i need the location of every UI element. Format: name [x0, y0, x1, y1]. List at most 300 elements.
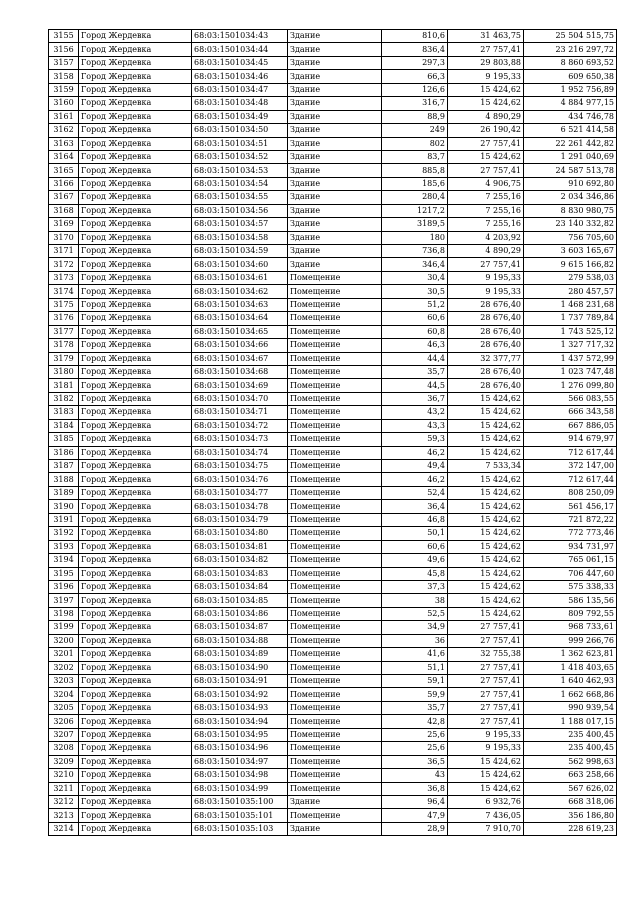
table-row — [49, 406, 617, 419]
table-row — [49, 124, 617, 137]
object-type-cell: Помещение — [288, 782, 382, 795]
object-type-cell: Помещение — [288, 433, 382, 446]
cadastral-number-cell: 68:03:1501034:68 — [192, 365, 288, 378]
area-cell: 30,4 — [382, 271, 448, 284]
object-type-cell: Помещение — [288, 285, 382, 298]
table-row — [49, 191, 617, 204]
cadastral-value-cell: 609 650,38 — [524, 70, 617, 83]
cadastral-number-cell: 68:03:1501035:100 — [192, 795, 288, 808]
row-number-cell: 3193 — [49, 540, 79, 553]
cadastral-value-cell: 2 034 346,86 — [524, 191, 617, 204]
row-number-cell: 3176 — [49, 312, 79, 325]
city-cell: Город Жердевка — [79, 728, 192, 741]
specific-value-cell: 9 195,33 — [448, 70, 524, 83]
object-type-cell: Здание — [288, 258, 382, 271]
city-cell: Город Жердевка — [79, 701, 192, 714]
area-cell: 885,8 — [382, 164, 448, 177]
area-cell: 66,3 — [382, 70, 448, 83]
cadastral-value-cell: 23 216 297,72 — [524, 43, 617, 56]
cadastral-value-cell: 235 400,45 — [524, 728, 617, 741]
city-cell: Город Жердевка — [79, 312, 192, 325]
specific-value-cell: 28 676,40 — [448, 312, 524, 325]
cadastral-number-cell: 68:03:1501034:66 — [192, 339, 288, 352]
cadastral-value-table — [48, 29, 617, 836]
object-type-cell: Помещение — [288, 352, 382, 365]
object-type-cell: Помещение — [288, 446, 382, 459]
cadastral-value-cell: 575 338,33 — [524, 580, 617, 593]
row-number-cell: 3210 — [49, 769, 79, 782]
row-number-cell: 3161 — [49, 110, 79, 123]
cadastral-number-cell: 68:03:1501034:81 — [192, 540, 288, 553]
cadastral-value-cell: 990 939,54 — [524, 701, 617, 714]
table-row — [49, 769, 617, 782]
object-type-cell: Помещение — [288, 325, 382, 338]
table-row — [49, 648, 617, 661]
object-type-cell: Помещение — [288, 688, 382, 701]
table-row — [49, 540, 617, 553]
cadastral-value-cell: 914 679,97 — [524, 433, 617, 446]
cadastral-value-cell: 1 662 668,86 — [524, 688, 617, 701]
city-cell: Город Жердевка — [79, 433, 192, 446]
cadastral-value-cell: 1 640 462,93 — [524, 675, 617, 688]
cadastral-value-cell: 1 188 017,15 — [524, 715, 617, 728]
object-type-cell: Здание — [288, 164, 382, 177]
cadastral-number-cell: 68:03:1501034:60 — [192, 258, 288, 271]
area-cell: 96,4 — [382, 795, 448, 808]
row-number-cell: 3200 — [49, 634, 79, 647]
area-cell: 41,6 — [382, 648, 448, 661]
table-row — [49, 675, 617, 688]
table-row — [49, 782, 617, 795]
specific-value-cell: 15 424,62 — [448, 500, 524, 513]
cadastral-number-cell: 68:03:1501034:97 — [192, 755, 288, 768]
specific-value-cell: 27 757,41 — [448, 688, 524, 701]
cadastral-value-cell: 235 400,45 — [524, 742, 617, 755]
area-cell: 49,4 — [382, 460, 448, 473]
city-cell: Город Жердевка — [79, 365, 192, 378]
table-row — [49, 365, 617, 378]
row-number-cell: 3168 — [49, 204, 79, 217]
cadastral-value-cell: 663 258,66 — [524, 769, 617, 782]
specific-value-cell: 7 533,34 — [448, 460, 524, 473]
table-row — [49, 271, 617, 284]
row-number-cell: 3194 — [49, 554, 79, 567]
object-type-cell: Помещение — [288, 486, 382, 499]
area-cell: 49,6 — [382, 554, 448, 567]
specific-value-cell: 27 757,41 — [448, 164, 524, 177]
table-row — [49, 231, 617, 244]
area-cell: 44,4 — [382, 352, 448, 365]
cadastral-number-cell: 68:03:1501034:44 — [192, 43, 288, 56]
specific-value-cell: 15 424,62 — [448, 540, 524, 553]
area-cell: 60,6 — [382, 312, 448, 325]
row-number-cell: 3186 — [49, 446, 79, 459]
area-cell: 46,2 — [382, 473, 448, 486]
cadastral-number-cell: 68:03:1501034:70 — [192, 392, 288, 405]
table-row — [49, 742, 617, 755]
object-type-cell: Здание — [288, 150, 382, 163]
cadastral-value-cell: 279 538,03 — [524, 271, 617, 284]
table-row — [49, 701, 617, 714]
table-row — [49, 285, 617, 298]
row-number-cell: 3183 — [49, 406, 79, 419]
city-cell: Город Жердевка — [79, 554, 192, 567]
table-row — [49, 580, 617, 593]
area-cell: 46,8 — [382, 513, 448, 526]
cadastral-number-cell: 68:03:1501034:75 — [192, 460, 288, 473]
row-number-cell: 3192 — [49, 527, 79, 540]
cadastral-number-cell: 68:03:1501034:93 — [192, 701, 288, 714]
area-cell: 35,7 — [382, 701, 448, 714]
cadastral-number-cell: 68:03:1501034:84 — [192, 580, 288, 593]
cadastral-value-cell: 1 952 756,89 — [524, 83, 617, 96]
cadastral-number-cell: 68:03:1501034:79 — [192, 513, 288, 526]
table-row — [49, 164, 617, 177]
city-cell: Город Жердевка — [79, 56, 192, 69]
row-number-cell: 3163 — [49, 137, 79, 150]
area-cell: 44,5 — [382, 379, 448, 392]
table-row — [49, 554, 617, 567]
area-cell: 60,8 — [382, 325, 448, 338]
city-cell: Город Жердевка — [79, 43, 192, 56]
cadastral-number-cell: 68:03:1501034:50 — [192, 124, 288, 137]
object-type-cell: Помещение — [288, 392, 382, 405]
cadastral-value-cell: 808 250,09 — [524, 486, 617, 499]
specific-value-cell: 15 424,62 — [448, 769, 524, 782]
area-cell: 280,4 — [382, 191, 448, 204]
specific-value-cell: 15 424,62 — [448, 580, 524, 593]
table-row — [49, 621, 617, 634]
row-number-cell: 3198 — [49, 607, 79, 620]
area-cell: 52,5 — [382, 607, 448, 620]
row-number-cell: 3155 — [49, 30, 79, 43]
cadastral-value-cell: 6 521 414,58 — [524, 124, 617, 137]
row-number-cell: 3162 — [49, 124, 79, 137]
specific-value-cell: 27 757,41 — [448, 137, 524, 150]
table-row — [49, 715, 617, 728]
row-number-cell: 3211 — [49, 782, 79, 795]
row-number-cell: 3208 — [49, 742, 79, 755]
row-number-cell: 3201 — [49, 648, 79, 661]
city-cell: Город Жердевка — [79, 742, 192, 755]
row-number-cell: 3171 — [49, 245, 79, 258]
specific-value-cell: 9 195,33 — [448, 728, 524, 741]
city-cell: Город Жердевка — [79, 177, 192, 190]
cadastral-value-cell: 999 266,76 — [524, 634, 617, 647]
object-type-cell: Помещение — [288, 661, 382, 674]
city-cell: Город Жердевка — [79, 191, 192, 204]
city-cell: Город Жердевка — [79, 648, 192, 661]
specific-value-cell: 15 424,62 — [448, 150, 524, 163]
table-row — [49, 70, 617, 83]
row-number-cell: 3185 — [49, 433, 79, 446]
specific-value-cell: 7 255,16 — [448, 191, 524, 204]
specific-value-cell: 15 424,62 — [448, 97, 524, 110]
city-cell: Город Жердевка — [79, 124, 192, 137]
row-number-cell: 3165 — [49, 164, 79, 177]
specific-value-cell: 27 757,41 — [448, 701, 524, 714]
row-number-cell: 3174 — [49, 285, 79, 298]
specific-value-cell: 15 424,62 — [448, 473, 524, 486]
city-cell: Город Жердевка — [79, 621, 192, 634]
cadastral-value-cell: 706 447,60 — [524, 567, 617, 580]
cadastral-value-cell: 567 626,02 — [524, 782, 617, 795]
specific-value-cell: 15 424,62 — [448, 486, 524, 499]
city-cell: Город Жердевка — [79, 688, 192, 701]
city-cell: Город Жердевка — [79, 567, 192, 580]
cadastral-number-cell: 68:03:1501034:73 — [192, 433, 288, 446]
area-cell: 802 — [382, 137, 448, 150]
specific-value-cell: 29 803,88 — [448, 56, 524, 69]
area-cell: 45,8 — [382, 567, 448, 580]
city-cell: Город Жердевка — [79, 419, 192, 432]
cadastral-value-cell: 809 792,55 — [524, 607, 617, 620]
area-cell: 36,7 — [382, 392, 448, 405]
specific-value-cell: 15 424,62 — [448, 419, 524, 432]
table-row — [49, 809, 617, 822]
specific-value-cell: 15 424,62 — [448, 406, 524, 419]
area-cell: 37,3 — [382, 580, 448, 593]
row-number-cell: 3187 — [49, 460, 79, 473]
city-cell: Город Жердевка — [79, 83, 192, 96]
area-cell: 35,7 — [382, 365, 448, 378]
object-type-cell: Здание — [288, 795, 382, 808]
city-cell: Город Жердевка — [79, 540, 192, 553]
cadastral-value-cell: 712 617,44 — [524, 473, 617, 486]
cadastral-number-cell: 68:03:1501034:87 — [192, 621, 288, 634]
table-row — [49, 137, 617, 150]
cadastral-number-cell: 68:03:1501034:80 — [192, 527, 288, 540]
cadastral-number-cell: 68:03:1501034:82 — [192, 554, 288, 567]
specific-value-cell: 28 676,40 — [448, 325, 524, 338]
row-number-cell: 3184 — [49, 419, 79, 432]
specific-value-cell: 7 436,05 — [448, 809, 524, 822]
object-type-cell: Помещение — [288, 379, 382, 392]
city-cell: Город Жердевка — [79, 527, 192, 540]
area-cell: 36,8 — [382, 782, 448, 795]
table-row — [49, 325, 617, 338]
city-cell: Город Жердевка — [79, 486, 192, 499]
cadastral-value-cell: 1 418 403,65 — [524, 661, 617, 674]
specific-value-cell: 27 757,41 — [448, 621, 524, 634]
cadastral-value-cell: 3 603 165,67 — [524, 245, 617, 258]
city-cell: Город Жердевка — [79, 661, 192, 674]
table-row — [49, 500, 617, 513]
object-type-cell: Помещение — [288, 648, 382, 661]
city-cell: Город Жердевка — [79, 285, 192, 298]
document-page — [48, 29, 616, 836]
cadastral-number-cell: 68:03:1501034:85 — [192, 594, 288, 607]
city-cell: Город Жердевка — [79, 339, 192, 352]
row-number-cell: 3206 — [49, 715, 79, 728]
specific-value-cell: 15 424,62 — [448, 755, 524, 768]
cadastral-value-cell: 1 362 623,81 — [524, 648, 617, 661]
cadastral-number-cell: 68:03:1501034:63 — [192, 298, 288, 311]
row-number-cell: 3214 — [49, 822, 79, 835]
object-type-cell: Помещение — [288, 500, 382, 513]
cadastral-value-cell: 756 705,60 — [524, 231, 617, 244]
city-cell: Город Жердевка — [79, 298, 192, 311]
specific-value-cell: 28 676,40 — [448, 379, 524, 392]
object-type-cell: Помещение — [288, 594, 382, 607]
row-number-cell: 3188 — [49, 473, 79, 486]
specific-value-cell: 28 676,40 — [448, 298, 524, 311]
object-type-cell: Помещение — [288, 755, 382, 768]
specific-value-cell: 7 910,70 — [448, 822, 524, 835]
specific-value-cell: 15 424,62 — [448, 446, 524, 459]
specific-value-cell: 15 424,62 — [448, 782, 524, 795]
row-number-cell: 3196 — [49, 580, 79, 593]
row-number-cell: 3172 — [49, 258, 79, 271]
row-number-cell: 3178 — [49, 339, 79, 352]
specific-value-cell: 15 424,62 — [448, 594, 524, 607]
object-type-cell: Здание — [288, 137, 382, 150]
row-number-cell: 3180 — [49, 365, 79, 378]
object-type-cell: Здание — [288, 43, 382, 56]
specific-value-cell: 31 463,75 — [448, 30, 524, 43]
cadastral-value-cell: 24 587 513,78 — [524, 164, 617, 177]
cadastral-number-cell: 68:03:1501035:103 — [192, 822, 288, 835]
city-cell: Город Жердевка — [79, 795, 192, 808]
area-cell: 43,3 — [382, 419, 448, 432]
row-number-cell: 3164 — [49, 150, 79, 163]
specific-value-cell: 15 424,62 — [448, 567, 524, 580]
object-type-cell: Помещение — [288, 298, 382, 311]
object-type-cell: Помещение — [288, 271, 382, 284]
cadastral-value-cell: 1 023 747,48 — [524, 365, 617, 378]
city-cell: Город Жердевка — [79, 782, 192, 795]
row-number-cell: 3195 — [49, 567, 79, 580]
specific-value-cell: 32 377,77 — [448, 352, 524, 365]
object-type-cell: Помещение — [288, 809, 382, 822]
cadastral-value-cell: 712 617,44 — [524, 446, 617, 459]
specific-value-cell: 27 757,41 — [448, 675, 524, 688]
specific-value-cell: 15 424,62 — [448, 527, 524, 540]
specific-value-cell: 7 255,16 — [448, 204, 524, 217]
cadastral-number-cell: 68:03:1501034:71 — [192, 406, 288, 419]
area-cell: 59,3 — [382, 433, 448, 446]
cadastral-number-cell: 68:03:1501034:56 — [192, 204, 288, 217]
row-number-cell: 3160 — [49, 97, 79, 110]
table-row — [49, 177, 617, 190]
table-row — [49, 352, 617, 365]
cadastral-number-cell: 68:03:1501034:99 — [192, 782, 288, 795]
area-cell: 46,2 — [382, 446, 448, 459]
table-row — [49, 83, 617, 96]
object-type-cell: Помещение — [288, 580, 382, 593]
city-cell: Город Жердевка — [79, 822, 192, 835]
object-type-cell: Помещение — [288, 567, 382, 580]
city-cell: Город Жердевка — [79, 164, 192, 177]
cadastral-value-cell: 667 886,05 — [524, 419, 617, 432]
cadastral-value-cell: 280 457,57 — [524, 285, 617, 298]
table-row — [49, 218, 617, 231]
specific-value-cell: 27 757,41 — [448, 661, 524, 674]
table-row — [49, 634, 617, 647]
cadastral-value-cell: 228 619,23 — [524, 822, 617, 835]
specific-value-cell: 15 424,62 — [448, 513, 524, 526]
cadastral-number-cell: 68:03:1501034:78 — [192, 500, 288, 513]
cadastral-value-cell: 934 731,97 — [524, 540, 617, 553]
table-row — [49, 473, 617, 486]
table-row — [49, 486, 617, 499]
area-cell: 43 — [382, 769, 448, 782]
cadastral-number-cell: 68:03:1501034:57 — [192, 218, 288, 231]
object-type-cell: Здание — [288, 245, 382, 258]
city-cell: Город Жердевка — [79, 715, 192, 728]
table-row — [49, 150, 617, 163]
city-cell: Город Жердевка — [79, 245, 192, 258]
cadastral-number-cell: 68:03:1501034:53 — [192, 164, 288, 177]
specific-value-cell: 27 757,41 — [448, 43, 524, 56]
table-row — [49, 661, 617, 674]
row-number-cell: 3199 — [49, 621, 79, 634]
specific-value-cell: 28 676,40 — [448, 339, 524, 352]
area-cell: 83,7 — [382, 150, 448, 163]
table-row — [49, 204, 617, 217]
cadastral-number-cell: 68:03:1501034:45 — [192, 56, 288, 69]
city-cell: Город Жердевка — [79, 500, 192, 513]
table-row — [49, 607, 617, 620]
object-type-cell: Помещение — [288, 540, 382, 553]
table-row — [49, 460, 617, 473]
area-cell: 1217,2 — [382, 204, 448, 217]
cadastral-number-cell: 68:03:1501034:72 — [192, 419, 288, 432]
row-number-cell: 3189 — [49, 486, 79, 499]
row-number-cell: 3167 — [49, 191, 79, 204]
cadastral-number-cell: 68:03:1501034:62 — [192, 285, 288, 298]
cadastral-number-cell: 68:03:1501034:83 — [192, 567, 288, 580]
area-cell: 47,9 — [382, 809, 448, 822]
object-type-cell: Помещение — [288, 701, 382, 714]
cadastral-value-cell: 1 743 525,12 — [524, 325, 617, 338]
city-cell: Город Жердевка — [79, 97, 192, 110]
specific-value-cell: 15 424,62 — [448, 607, 524, 620]
row-number-cell: 3173 — [49, 271, 79, 284]
cadastral-value-cell: 1 291 040,69 — [524, 150, 617, 163]
object-type-cell: Помещение — [288, 728, 382, 741]
cadastral-number-cell: 68:03:1501034:58 — [192, 231, 288, 244]
cadastral-value-cell: 668 318,06 — [524, 795, 617, 808]
table-row — [49, 419, 617, 432]
cadastral-number-cell: 68:03:1501034:98 — [192, 769, 288, 782]
object-type-cell: Здание — [288, 110, 382, 123]
cadastral-number-cell: 68:03:1501034:49 — [192, 110, 288, 123]
table-row — [49, 110, 617, 123]
cadastral-number-cell: 68:03:1501034:90 — [192, 661, 288, 674]
object-type-cell: Помещение — [288, 769, 382, 782]
row-number-cell: 3158 — [49, 70, 79, 83]
row-number-cell: 3181 — [49, 379, 79, 392]
row-number-cell: 3159 — [49, 83, 79, 96]
cadastral-number-cell: 68:03:1501034:94 — [192, 715, 288, 728]
table-row — [49, 446, 617, 459]
area-cell: 185,6 — [382, 177, 448, 190]
table-row — [49, 567, 617, 580]
specific-value-cell: 4 906,75 — [448, 177, 524, 190]
city-cell: Город Жердевка — [79, 30, 192, 43]
area-cell: 36,4 — [382, 500, 448, 513]
city-cell: Город Жердевка — [79, 204, 192, 217]
object-type-cell: Помещение — [288, 742, 382, 755]
object-type-cell: Здание — [288, 97, 382, 110]
table-row — [49, 433, 617, 446]
cadastral-value-cell: 586 135,56 — [524, 594, 617, 607]
city-cell: Город Жердевка — [79, 150, 192, 163]
city-cell: Город Жердевка — [79, 446, 192, 459]
area-cell: 28,9 — [382, 822, 448, 835]
cadastral-number-cell: 68:03:1501034:52 — [192, 150, 288, 163]
